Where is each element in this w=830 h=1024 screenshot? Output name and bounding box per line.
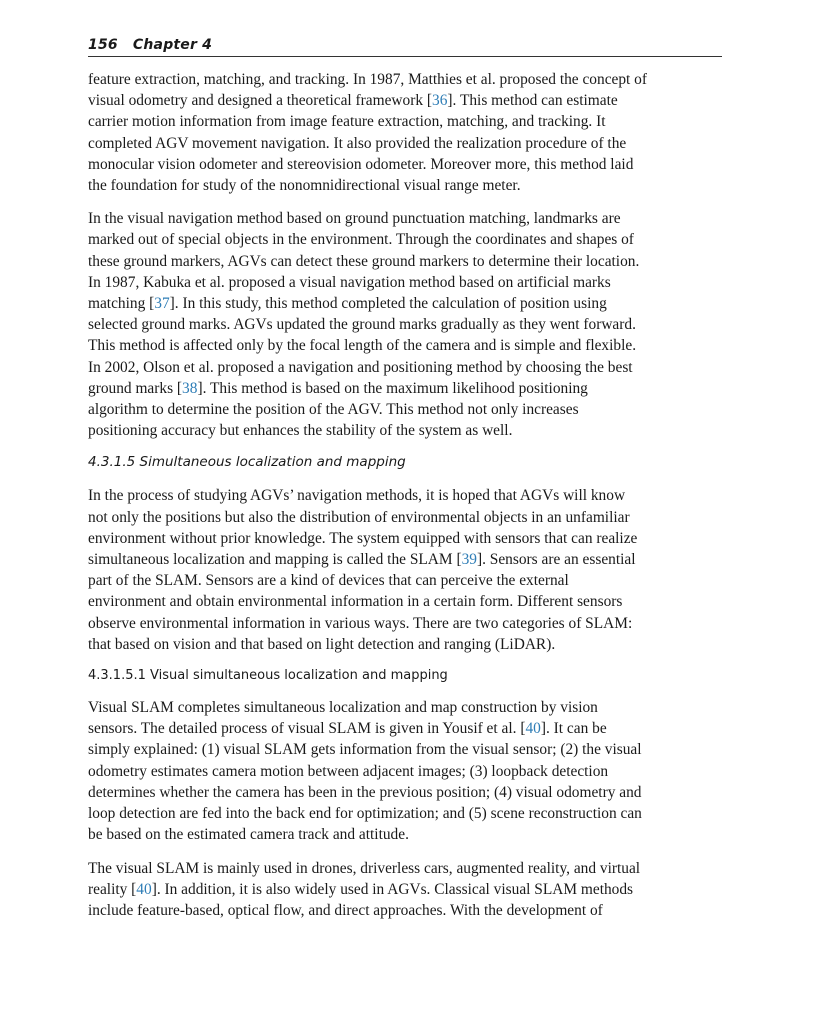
text-line: reality [40]. In addition, it is also widely used in AGVs. Classical visual SLAM methods bbox=[88, 880, 634, 898]
paragraph-visual-slam-applications bbox=[88, 858, 722, 922]
running-head bbox=[88, 34, 722, 57]
text-line: these ground markers, AGVs can detect these ground markers to determine their location. bbox=[88, 252, 640, 270]
citation-link[interactable]: 36 bbox=[432, 92, 448, 110]
citation-link[interactable]: 37 bbox=[154, 295, 170, 313]
citation-link[interactable]: 40 bbox=[525, 720, 541, 738]
text-line: simply explained: (1) visual SLAM gets information from the visual sensor; (2) the visual bbox=[88, 741, 642, 759]
text-line: In 2002, Olson et al. proposed a navigation and positioning method by choosing the best bbox=[88, 358, 633, 376]
text-line: carrier motion information from image feature extraction, matching, and tracking. It bbox=[88, 113, 606, 131]
text-line: completed AGV movement navigation. It also provided the realization procedure of the bbox=[88, 134, 627, 152]
text-line: In the process of studying AGVs’ navigation methods, it is hoped that AGVs will know bbox=[88, 487, 626, 505]
chapter-label: Chapter 4 bbox=[132, 37, 213, 53]
text-line: ground marks [38]. This method is based on the maximum likelihood positioning bbox=[88, 379, 588, 397]
section-heading-slam: 4.3.1.5 Simultaneous localization and mapping bbox=[88, 454, 406, 471]
text-line: In 1987, Kabuka et al. proposed a visual navigation method based on artificial marks bbox=[88, 273, 611, 291]
text-line: matching [37]. In this study, this method completed the calculation of position using bbox=[88, 295, 607, 313]
text-line: In the visual navigation method based on ground punctuation matching, landmarks are bbox=[88, 210, 621, 228]
text-line: algorithm to determine the position of the AGV. This method not only increases bbox=[88, 401, 579, 419]
text-line: environment and obtain environmental information in a certain form. Different sensors bbox=[88, 593, 623, 611]
text-line: Visual SLAM completes simultaneous localization and map construction by vision bbox=[88, 699, 598, 717]
subsection-heading-visual-slam: 4.3.1.5.1 Visual simultaneous localization and mapping bbox=[88, 668, 448, 684]
text-line: marked out of special objects in the environment. Through the coordinates and shapes of bbox=[88, 231, 634, 249]
text-line: selected ground marks. AGVs updated the ground marks gradually as they went forward. bbox=[88, 316, 636, 334]
text-line: simultaneous localization and mapping is called the SLAM [39]. Sensors are an essential bbox=[88, 551, 636, 569]
text-line: loop detection are fed into the back end for optimization; and (5) scene reconstruction can bbox=[88, 805, 642, 823]
text-line: part of the SLAM. Sensors are a kind of devices that can perceive the external bbox=[88, 572, 569, 590]
text-line: observe environmental information in various ways. There are two categories of SLAM: bbox=[88, 614, 633, 632]
text-line: visual odometry and designed a theoretical framework [36]. This method can estimate bbox=[88, 92, 618, 110]
paragraph-visual-slam-process bbox=[88, 697, 722, 845]
text-line: positioning accuracy but enhances the stability of the system as well. bbox=[88, 422, 513, 440]
text-line: include feature-based, optical flow, and direct approaches. With the development of bbox=[88, 901, 603, 919]
citation-link[interactable]: 40 bbox=[136, 880, 152, 898]
citation-link[interactable]: 38 bbox=[182, 379, 198, 397]
text-line: odometry estimates camera motion between adjacent images; (3) loopback detection bbox=[88, 762, 609, 780]
text-line: determines whether the camera has been in the previous position; (4) visual odometry and bbox=[88, 783, 642, 801]
text-line: the foundation for study of the nonomnidirectional visual range meter. bbox=[88, 177, 521, 195]
page-number: 156 bbox=[88, 37, 118, 53]
citation-link[interactable]: 39 bbox=[461, 551, 477, 569]
text-line: monocular vision odometer and stereovision odometer. Moreover more, this method laid bbox=[88, 155, 634, 173]
text-line: not only the positions but also the distribution of environmental objects in an unfamiliar bbox=[88, 508, 630, 526]
text-line: feature extraction, matching, and tracking. In 1987, Matthies et al. proposed the concept of bbox=[88, 71, 648, 88]
text-line: sensors. The detailed process of visual SLAM is given in Yousif et al. [40]. It can be bbox=[88, 720, 607, 738]
text-line: This method is affected only by the focal length of the camera and is simple and flexible. bbox=[88, 337, 637, 355]
paragraph-ground-markers bbox=[88, 208, 722, 441]
paragraph-slam-intro bbox=[88, 485, 722, 655]
text-line: The visual SLAM is mainly used in drones, driverless cars, augmented reality, and virtual bbox=[88, 859, 641, 877]
book-page bbox=[88, 34, 722, 933]
text-line: be based on the estimated camera track and attitude. bbox=[88, 826, 409, 844]
paragraph-visual-odometry bbox=[88, 69, 722, 196]
text-line: environment without prior knowledge. The system equipped with sensors that can realize bbox=[88, 529, 638, 547]
text-line: that based on vision and that based on light detection and ranging (LiDAR). bbox=[88, 635, 556, 653]
